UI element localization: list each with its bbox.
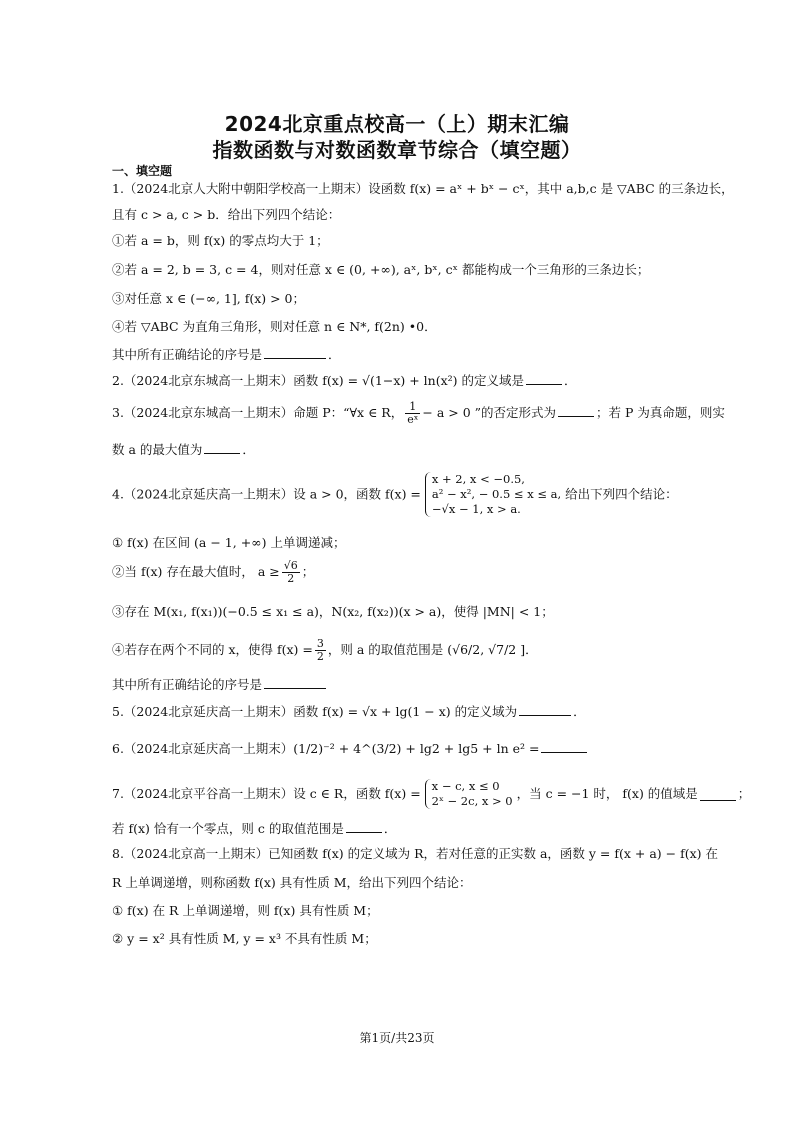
section-heading: 一、填空题 <box>112 164 173 178</box>
q7-stem-cont: 若 f(x) 恰有一个零点，则 c 的取值范围是 ． <box>112 821 397 836</box>
q4-opt2-den: 2 <box>287 572 295 585</box>
answer-blank <box>558 404 594 417</box>
answer-blank <box>204 441 240 454</box>
document-subtitle: 指数函数与对数函数章节综合（填空题） <box>212 138 582 162</box>
page-number: 第1页/共23页 <box>359 1031 435 1045</box>
q7-tail: ，当 c = −1 时， f(x) 的值域是 <box>516 786 698 801</box>
q2-text: 2.（2024北京东城高一上期末）函数 f(x) = √(1−x) + ln(x²) 的定义域是 <box>112 373 525 388</box>
q4-opt4-den: 2 <box>316 650 324 663</box>
q7-stem <box>112 779 750 809</box>
q1-ask-text: 其中所有正确结论的序号是 <box>112 347 263 362</box>
q4-piecewise <box>425 472 561 517</box>
q3-fraction <box>405 401 420 426</box>
q4-option-3: ③存在 M(x₁, f(x₁))(−0.5 ≤ x₁ ≤ a)，N(x₂, f(x₂))(x > a)，使得 |MN| < 1； <box>112 604 554 619</box>
q4-ask <box>112 676 328 693</box>
document-title: 2024北京重点校高一（上）期末汇编 <box>224 112 570 136</box>
q1-option-2: ②若 a = 2, b = 3, c = 4，则对任意 x ∈ (0, +∞), aˣ, bˣ, cˣ 都能构成一个三角形的三条边长； <box>112 262 650 277</box>
q8-option-2: ② y = x² 具有性质 M, y = x³ 不具有性质 M； <box>112 931 377 946</box>
answer-blank <box>519 703 571 716</box>
q4-case-3: −√x − 1, x > a. <box>431 502 521 516</box>
q4-opt4-fraction <box>315 638 326 663</box>
answer-blank <box>264 676 326 689</box>
q4-opt4-num: 3 <box>316 637 324 650</box>
answer-blank <box>526 372 562 385</box>
q8-stem-cont: R 上单调递增，则称函数 f(x) 具有性质 M，给出下列四个结论： <box>112 875 472 890</box>
q8-stem: 8.（2024北京高一上期末）已知函数 f(x) 的定义域为 R，若对任意的正实数 a，函数 y = f(x + a) − f(x) 在 <box>112 846 719 861</box>
q1-option-3: ③对任意 x ∈ (−∞, 1], f(x) > 0； <box>112 291 306 306</box>
q4-lead: 4.（2024北京延庆高一上期末）设 a > 0，函数 f(x) = <box>112 486 421 502</box>
q7-case-1: x − c, x ≤ 0 <box>431 779 500 793</box>
q4-tail: 给出下列四个结论： <box>565 486 678 502</box>
q5-text: 5.（2024北京延庆高一上期末）函数 f(x) = √x + lg(1 − x) 的定义域为 <box>112 704 518 719</box>
answer-blank <box>264 346 326 359</box>
q1-ask: 其中所有正确结论的序号是 ． <box>112 347 341 362</box>
q5-stem: 5.（2024北京延庆高一上期末）函数 f(x) = √x + lg(1 − x) 的定义域为 ． <box>112 704 586 719</box>
answer-blank <box>346 820 382 833</box>
q6-stem <box>112 740 589 757</box>
q4-opt4-text-b: ，则 a 的取值范围是 ( <box>327 642 453 657</box>
answer-blank <box>541 740 587 753</box>
q1-option-1: ①若 a = b，则 f(x) 的零点均大于 1； <box>112 233 329 248</box>
q1-option-4: ④若 ▽ABC 为直角三角形，则对任意 n ∈ N*, f(2n) •0． <box>112 319 437 334</box>
q7-tail-end: ； <box>737 786 751 801</box>
q3-line2: 数 a 的最大值为 <box>112 442 203 457</box>
q4-opt4-text: ④若存在两个不同的 x，使得 f(x) = <box>112 642 313 657</box>
q1-stem: 1.（2024北京人大附中朝阳学校高一上期末）设函数 f(x) = aˣ + bˣ − cˣ，其中 a,b,c 是 ▽ABC 的三条边长， <box>112 181 734 196</box>
q2-stem: 2.（2024北京东城高一上期末）函数 f(x) = √(1−x) + ln(x²) 的定义域是 ． <box>112 373 577 388</box>
q7-piecewise <box>425 779 513 809</box>
q4-opt2-fraction <box>282 560 300 585</box>
q7-case-2: 2ˣ − 2c, x > 0 <box>431 794 513 808</box>
q3-frac-den: eˣ <box>407 413 419 426</box>
q3-stem-cont: 数 a 的最大值为 ． <box>112 442 255 457</box>
q4-option-1: ① f(x) 在区间 (a − 1, +∞) 上单调递减； <box>112 535 346 550</box>
q4-ask-text: 其中所有正确结论的序号是 <box>112 677 263 692</box>
q4-opt2-text: ②当 f(x) 存在最大值时， a ≥ <box>112 564 280 579</box>
q7-lead: 7.（2024北京平谷高一上期末）设 c ∈ R，函数 f(x) = <box>112 786 421 801</box>
q4-case-1: x + 2, x < −0.5, <box>431 472 525 486</box>
q1-stem-cont: 且有 c > a, c > b．给出下列四个结论： <box>112 207 341 222</box>
q4-stem <box>112 472 678 517</box>
q4-option-2: ②当 f(x) 存在最大值时， a ≥ $\frac{√6}{2}$ ； <box>112 559 315 585</box>
q4-option-4 <box>112 638 538 663</box>
q4-opt2-num: √6 <box>283 559 298 572</box>
q8-option-1: ① f(x) 在 R 上单调递增，则 f(x) 具有性质 M； <box>112 903 379 918</box>
q3-text-a: 3.（2024北京东城高一上期末）命题 P：“∀x ∈ R， <box>112 405 404 420</box>
answer-blank <box>700 788 736 801</box>
q4-case-2: a² − x², − 0.5 ≤ x ≤ a, <box>431 487 562 501</box>
q3-text-b: − a > 0 ”的否定形式为 <box>422 405 557 420</box>
q4-opt4-range: √6/2, √7/2 ]． <box>452 642 538 657</box>
q3-stem <box>112 401 725 426</box>
q7-line2: 若 f(x) 恰有一个零点，则 c 的取值范围是 <box>112 821 344 836</box>
q3-text-c: ；若 P 为真命题，则实 <box>596 405 725 420</box>
q3-frac-num: 1 <box>405 401 420 414</box>
q6-text: 6.（2024北京延庆高一上期末）(1/2)⁻² + 4^(3/2) + lg2 + lg5 + ln e² = <box>112 741 540 756</box>
